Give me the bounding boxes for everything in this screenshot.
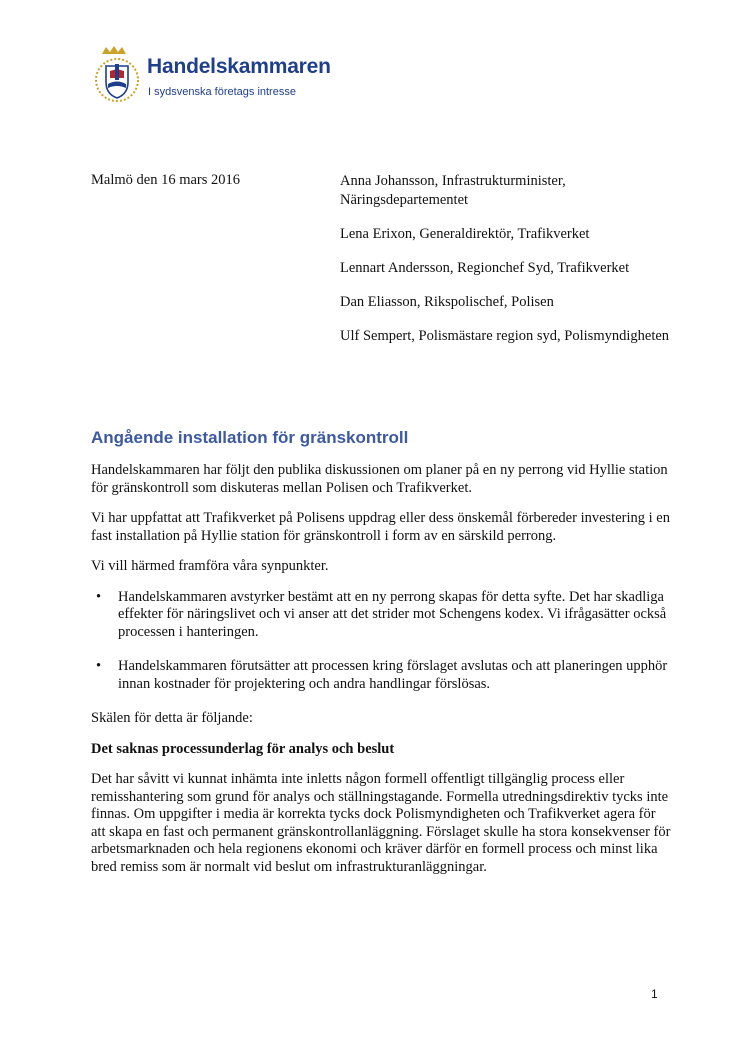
letter-body <box>91 462 671 889</box>
recipient-item: Ulf Sempert, Polismästare region syd, Polismyndigheten <box>340 328 670 344</box>
body-paragraph: Vi har uppfattat att Trafikverket på Polisens uppdrag eller dess önskemål förbereder investering i en fast installation på Hyllie station för gränskontroll i form av en särskild perrong. <box>91 510 670 544</box>
reasons-intro: Skälen för detta är följande: <box>91 710 253 726</box>
position-bullet-list <box>91 589 671 694</box>
recipient-list <box>340 172 670 361</box>
logo-tagline: I sydsvenska företags intresse <box>148 86 296 98</box>
chamber-emblem-icon <box>92 44 142 106</box>
body-paragraph: Handelskammaren har följt den publika diskussionen om planer på en ny perrong vid Hyllie station för gränskontroll som diskuteras mellan Polisen och Trafikverket. <box>91 462 668 496</box>
recipient-item: Lena Erixon, Generaldirektör, Trafikverket <box>340 226 590 242</box>
body-paragraph: Det har såvitt vi kunnat inhämta inte inletts någon formell offentligt tillgänglig process eller remisshantering som grund för analys och ställningstagande. Formella utredningsdirektiv tycks inte finnas. Om uppgifter i media är korrekta tycks dock Polismyndigheten och Trafikverket agera för att skapa en fast och permanent gränskontrollanläggning. Förslaget skulle ha stora konsekvenser för arbetsmarknaden och hela regionens ekonomi och kräver därför en formell process och minst lika bred remiss som är normalt vid beslut om infrastrukturanläggningar. <box>91 771 671 875</box>
bullet-item <box>96 588 671 642</box>
bullet-item <box>96 658 671 693</box>
letter-date: Malmö den 16 mars 2016 <box>91 172 241 188</box>
bullet-text: Handelskammaren avstyrker bestämt att en ny perrong skapas för detta syfte. Det har skadliga effekter för näringslivet och vi anser att det strider mot Schengens kodex. Vi ifrågasätter också processen i hanteringen. <box>118 588 667 640</box>
logo <box>92 44 352 106</box>
bullet-icon: • <box>96 658 102 674</box>
bullet-text: Handelskammaren förutsätter att processen kring förslaget avslutas och att planeringen upphör innan kostnader för projektering och andra handlingar förslösas. <box>118 658 668 692</box>
letter-heading: Angående installation för gränskontroll <box>91 428 409 447</box>
logo-name: Handelskammaren <box>147 55 331 78</box>
recipient-item: Lennart Andersson, Regionchef Syd, Trafikverket <box>340 260 630 276</box>
body-paragraph: Vi vill härmed framföra våra synpunkter. <box>91 558 329 574</box>
page-number: 1 <box>651 987 658 1001</box>
bullet-icon: • <box>96 588 102 605</box>
section-subheading: Det saknas processunderlag för analys och beslut <box>91 740 395 757</box>
recipient-item: Anna Johansson, Infrastrukturminister, Näringsdepartementet <box>340 173 566 208</box>
recipient-item: Dan Eliasson, Rikspolischef, Polisen <box>340 294 554 310</box>
